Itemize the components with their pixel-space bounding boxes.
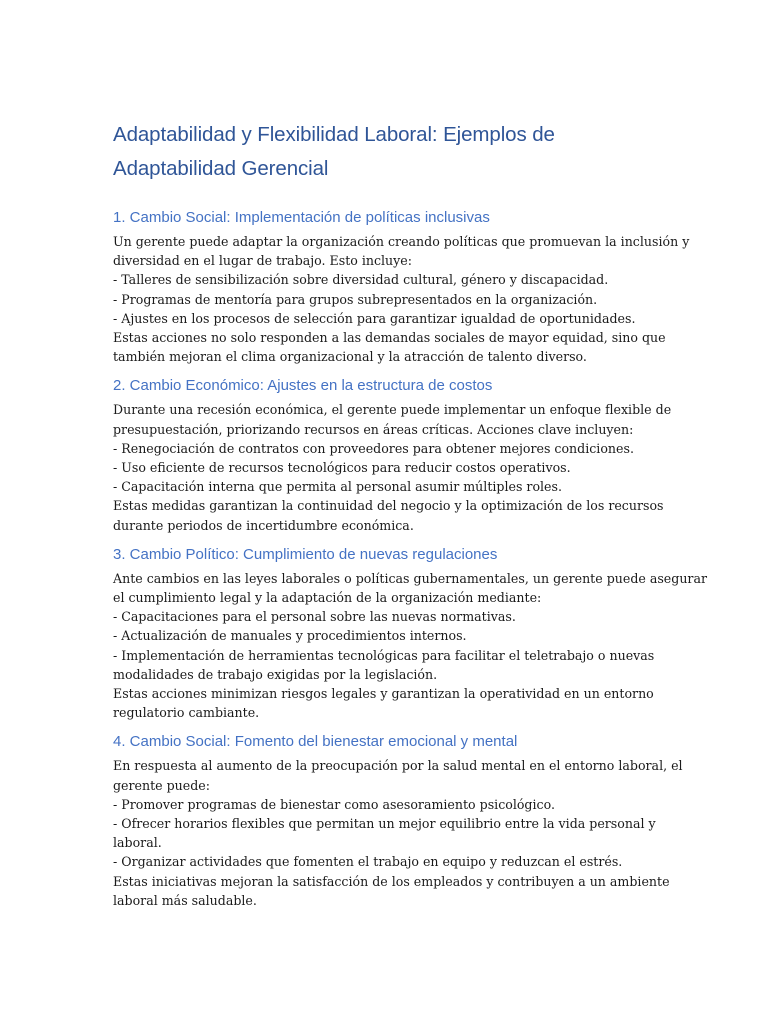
bullet-line: - Programas de mentoría para grupos subrepresentados en la organización. [113, 291, 598, 307]
bullet-line: - Capacitación interna que permita al personal asumir múltiples roles. [113, 479, 562, 495]
bullet-line: - Organizar actividades que fomenten el trabajo en equipo y reduzcan el estrés. [113, 854, 623, 870]
title-line: Adaptabilidad y Flexibilidad Laboral: Ejemplos de [113, 123, 555, 146]
paragraph-line: Estas iniciativas mejoran la satisfacción de los empleados y contribuyen a un ambiente [113, 873, 670, 889]
document-title [113, 118, 658, 186]
bullet-line: - Ofrecer horarios flexibles que permitan un mejor equilibrio entre la vida personal y [113, 816, 656, 832]
title-line: Adaptabilidad Gerencial [113, 157, 329, 180]
paragraph-line: gerente puede: [113, 777, 210, 793]
paragraph-line: Durante una recesión económica, el gerente puede implementar un enfoque flexible de [113, 402, 672, 418]
paragraph-line: Estas acciones no solo responden a las demandas sociales de mayor equidad, sino que [113, 330, 666, 346]
paragraph-line: también mejoran el clima organizacional y la atracción de talento diverso. [113, 349, 587, 365]
paragraph-line: Estas acciones minimizan riesgos legales y garantizan la operatividad en un entorno [113, 686, 654, 702]
section-heading: 1. Cambio Social: Implementación de políticas inclusivas [113, 209, 490, 226]
paragraph-line: laboral. [113, 835, 162, 851]
paragraph-line: Un gerente puede adaptar la organización creando políticas que promuevan la inclusión y [113, 234, 690, 249]
section-political-regulations [113, 545, 707, 723]
section-heading: 3. Cambio Político: Cumplimiento de nuevas regulaciones [113, 545, 498, 563]
bullet-line: - Promover programas de bienestar como asesoramiento psicológico. [113, 796, 555, 812]
paragraph-line: En respuesta al aumento de la preocupación por la salud mental en el entorno laboral, el [113, 758, 683, 774]
paragraph-line: Estas medidas garantizan la continuidad del negocio y la optimización de los recursos [113, 498, 664, 514]
paragraph-line: modalidades de trabajo exigidas por la legislación. [113, 666, 438, 682]
section-heading: 4. Cambio Social: Fomento del bienestar emocional y mental [113, 733, 518, 751]
section-social-inclusion [113, 208, 690, 366]
bullet-line: - Renegociación de contratos con proveedores para obtener mejores condiciones. [113, 440, 634, 456]
bullet-line: - Actualización de manuales y procedimientos internos. [113, 628, 467, 644]
bullet-line: - Implementación de herramientas tecnológicas para facilitar el teletrabajo o nuevas [113, 647, 655, 663]
paragraph-line: Ante cambios en las leyes laborales o políticas gubernamentales, un gerente puede asegurar [113, 570, 707, 586]
section-social-wellbeing [113, 732, 683, 910]
paragraph-line: durante periodos de incertidumbre económica. [113, 517, 414, 533]
section-heading: 2. Cambio Económico: Ajustes en la estructura de costos [113, 377, 493, 395]
bullet-line: - Ajustes en los procesos de selección para garantizar igualdad de oportunidades. [113, 310, 636, 326]
paragraph-line: regulatorio cambiante. [113, 705, 260, 721]
bullet-line: - Talleres de sensibilización sobre diversidad cultural, género y discapacidad. [113, 272, 609, 288]
bullet-line: - Capacitaciones para el personal sobre las nuevas normativas. [113, 609, 516, 625]
section-economic-costs [113, 376, 672, 534]
document-page [113, 118, 707, 920]
bullet-line: - Uso eficiente de recursos tecnológicos para reducir costos operativos. [113, 460, 571, 476]
paragraph-line: presupuestación, priorizando recursos en áreas críticas. Acciones clave incluyen: [113, 421, 634, 437]
paragraph-line: laboral más saludable. [113, 892, 257, 908]
paragraph-line: el cumplimiento legal y la adaptación de la organización mediante: [113, 590, 542, 606]
paragraph-line: diversidad en el lugar de trabajo. Esto incluye: [113, 253, 412, 269]
